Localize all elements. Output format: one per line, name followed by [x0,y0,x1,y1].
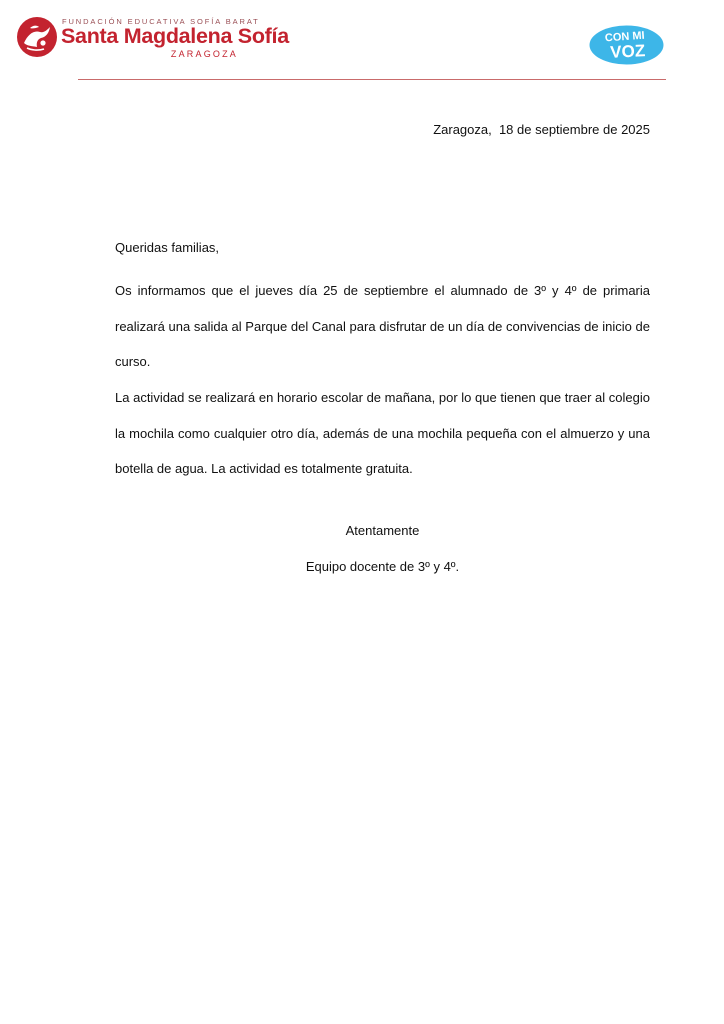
con-mi-voz-badge [589,25,664,65]
school-city: ZARAGOZA [170,49,238,59]
letter-salutation [115,239,650,257]
foundation-name: FUNDACIÓN EDUCATIVA SOFÍA BARAT [62,17,260,26]
paragraph-2-text: La actividad se realizará en horario escolar de mañana, por lo que tienen que traer al colegio la mochila como cualquier otro día, además de una mochila pequeña con el almuerzo y una botella de agua. La actividad es totalmente gratuita. [115,390,650,476]
badge-line-1: CON MI [604,29,646,45]
header-divider [78,79,666,80]
badge-line-2: VOZ [609,41,646,62]
letter-paragraph-1 [115,273,650,380]
salutation-text: Queridas familias, [115,240,220,255]
letter-closing: Atentamente [345,523,420,538]
school-name: Santa Magdalena Sofía [61,24,289,48]
letter-date: Zaragoza, 18 de septiembre de 2025 [433,122,650,137]
paragraph-1-text: Os informamos que el jueves día 25 de septiembre el alumnado de 3º y 4º de primaria realizará una salida al Parque del Canal para disfrutar de un día de convivencias de inicio de curso. [115,283,650,369]
school-logo [16,14,289,60]
school-emblem-icon [16,16,58,58]
letter-signature: Equipo docente de 3º y 4º. [305,559,460,574]
letter-paragraph-2 [115,380,650,487]
